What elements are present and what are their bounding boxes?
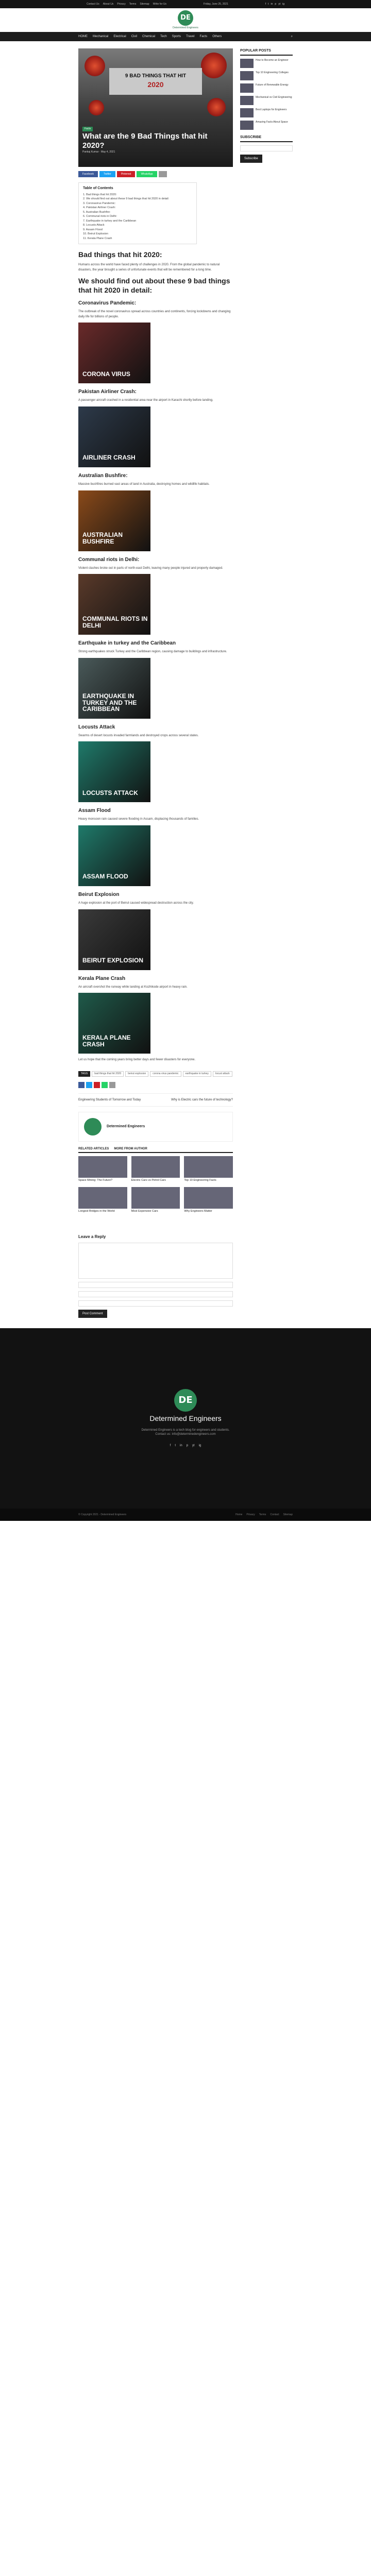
popular-title[interactable]: Best Laptops for Engineers: [256, 108, 287, 111]
top-social: [265, 3, 284, 6]
heading-main: Bad things that hit 2020:: [78, 250, 162, 259]
share-buttons: [78, 171, 233, 177]
social-icon[interactable]: yt: [192, 1444, 195, 1448]
social-icon[interactable]: t: [175, 1444, 176, 1448]
toc-item[interactable]: 9. Assam Flood: [83, 228, 103, 231]
social-icon[interactable]: in: [271, 2, 273, 6]
intro-text: Humans across the world have faced plenty of challenges in 2020. From the global pandemic to natural disasters, the year brought a series of unfortunate events that will be remembered for a long time.: [78, 263, 220, 272]
section-image: [78, 825, 150, 886]
section-image-label: BEIRUT EXPLOSION: [82, 956, 144, 964]
section-image: [78, 741, 150, 802]
footer: [0, 1328, 371, 1509]
toc-list: [83, 193, 192, 241]
popular-item[interactable]: [240, 96, 293, 105]
table-of-contents: [78, 182, 197, 244]
outro-text: Let us hope that the coming years bring better days and fewer disasters for everyone.: [78, 1058, 196, 1062]
share-icon[interactable]: [86, 1082, 92, 1088]
section-text: An aircraft overshot the runway while landing at Kozhikode airport in heavy rain.: [78, 985, 188, 989]
section-heading: Kerala Plane Crash: [78, 975, 126, 981]
hero-top-text: 9 BAD THINGS THAT HIT: [125, 73, 187, 79]
toc-item[interactable]: 1. Bad things that hit 2020:: [83, 193, 117, 196]
section-text: Strong earthquakes struck Turkey and the Caribbean region, causing damage to buildings and infrastructure.: [78, 650, 227, 654]
related-title[interactable]: Most Expensive Cars: [131, 1209, 158, 1213]
search-icon[interactable]: ⌕: [291, 35, 293, 38]
footer-brand: Determined Engineers: [149, 1414, 222, 1422]
share-button[interactable]: Facebook: [78, 171, 98, 177]
section-heading: Earthquake in turkey and the Caribbean: [78, 640, 176, 647]
popular-title[interactable]: Mechanical vs Civil Engineering: [256, 95, 292, 99]
nav-item[interactable]: Travel: [186, 35, 195, 38]
related-title[interactable]: Space Mining: The Future?: [78, 1179, 113, 1182]
toc-item[interactable]: 3. Coronavirus Pandemic:: [83, 201, 116, 205]
section-image: [78, 909, 150, 970]
social-icon[interactable]: ig: [198, 1444, 201, 1448]
nav-item[interactable]: Civil: [131, 35, 138, 38]
section-image: [78, 323, 150, 383]
related-item[interactable]: [78, 1156, 127, 1182]
related-thumb: [131, 1187, 180, 1209]
toc-item[interactable]: 7. Earthquake in turkey and the Caribbean: [83, 219, 137, 223]
social-icon[interactable]: f: [170, 1444, 171, 1448]
avatar: [84, 1118, 102, 1136]
comment-field[interactable]: [78, 1243, 233, 1279]
related-title[interactable]: Longest Bridges in the World: [78, 1209, 115, 1213]
popular-thumb: [240, 83, 254, 93]
bottom-links: [235, 1513, 293, 1517]
section-heading: Beirut Explosion: [78, 891, 120, 897]
section-image: [78, 993, 150, 1054]
popular-thumb: [240, 59, 254, 68]
bottom-link[interactable]: Sitemap: [283, 1513, 293, 1516]
toc-item[interactable]: 6. Communal riots in Delhi:: [83, 215, 117, 218]
popular-title[interactable]: Amazing Facts About Space: [256, 120, 288, 124]
hero-image: [78, 48, 233, 167]
share-icon[interactable]: [109, 1082, 115, 1088]
related-tab[interactable]: MORE FROM AUTHOR: [114, 1147, 147, 1151]
popular-title[interactable]: How to Become an Engineer: [256, 58, 289, 62]
main-nav: [0, 32, 371, 41]
popular-thumb: [240, 96, 254, 105]
post-meta: Pankaj Kumar · May 4, 2021: [82, 150, 115, 154]
popular-thumb: [240, 108, 254, 117]
top-date: Friday, June 25, 2021: [203, 2, 228, 6]
section-image-label: AIRLINER CRASH: [82, 454, 136, 462]
tag-link[interactable]: bad things that hit 2020: [92, 1071, 124, 1077]
copyright: © Copyright 2021 - Determined Engineers: [78, 1513, 127, 1516]
bottom-link[interactable]: Home: [235, 1513, 243, 1516]
post-navigation: [78, 1093, 233, 1107]
footer-about: Determined Engineers is a tech blog for engineers and students.: [141, 1428, 230, 1432]
toc-item[interactable]: 4. Pakistan Airliner Crash:: [83, 206, 116, 210]
section-image: [78, 658, 150, 719]
social-icon[interactable]: p: [275, 2, 277, 6]
share-button[interactable]: [159, 171, 167, 177]
top-links: [87, 3, 166, 6]
related-title[interactable]: Electric Cars vs Petrol Cars: [131, 1179, 166, 1182]
prev-post-link[interactable]: Engineering Students of Tomorrow and Today: [78, 1098, 141, 1101]
social-icon[interactable]: in: [179, 1444, 182, 1448]
toc-item[interactable]: 2. We should find out about these 9 bad things that hit 2020 in detail:: [83, 197, 170, 201]
popular-item[interactable]: [240, 59, 293, 68]
bottom-bar: [0, 1509, 371, 1521]
share-icon[interactable]: [78, 1082, 85, 1088]
bottom-link[interactable]: Privacy: [246, 1513, 255, 1516]
section-text: Violent clashes broke out in parts of north-east Delhi, leaving many people injured and property damaged.: [78, 566, 223, 570]
popular-item[interactable]: [240, 83, 293, 93]
share-icon[interactable]: [94, 1082, 100, 1088]
tag-link[interactable]: corona virus pandemic: [150, 1071, 181, 1077]
section-image-label: LOCUSTS ATTACK: [82, 789, 138, 796]
social-icon[interactable]: f: [265, 2, 266, 6]
popular-thumb: [240, 71, 254, 80]
toc-item[interactable]: 5. Australian Bushfire:: [83, 210, 111, 214]
tag-link[interactable]: locust attack: [213, 1071, 232, 1077]
related-title[interactable]: Why Engineers Matter: [184, 1209, 212, 1213]
section-text: A passenger aircraft crashed in a residential area near the airport in Karachi shortly before landing.: [78, 399, 213, 402]
sections: [78, 300, 233, 1054]
related-thumb: [78, 1187, 127, 1209]
top-link[interactable]: Sitemap: [140, 2, 149, 6]
section-image-label: KERALA PLANE CRASH: [82, 1033, 131, 1048]
popular-item[interactable]: [240, 108, 293, 117]
author-name[interactable]: Determined Engineers: [107, 1125, 145, 1129]
related-item[interactable]: [131, 1187, 180, 1213]
top-link[interactable]: Privacy: [117, 2, 126, 6]
popular-title[interactable]: Future of Renewable Energy: [256, 83, 289, 87]
page-title: What are the 9 Bad Things that hit 2020?: [82, 132, 208, 150]
top-link[interactable]: Write for Us: [153, 2, 166, 6]
tag-list: [78, 1071, 233, 1077]
website-field[interactable]: [78, 1300, 233, 1307]
top-link[interactable]: About Us: [103, 2, 114, 6]
social-icon[interactable]: p: [186, 1444, 188, 1448]
reply-title: Leave a Reply: [78, 1234, 106, 1239]
related-grid: [78, 1156, 233, 1213]
tags-heading: TAGS: [78, 1071, 90, 1077]
name-field[interactable]: [78, 1282, 233, 1288]
section-image-label: COMMUNAL RIOTS IN DELHI: [82, 615, 148, 629]
popular-list: [240, 59, 293, 130]
header: [0, 8, 371, 32]
share-button[interactable]: WhatsApp: [137, 171, 157, 177]
nav-item[interactable]: Mechanical: [93, 35, 109, 38]
tag-link[interactable]: beirut explosion: [125, 1071, 148, 1077]
next-post-link[interactable]: Why is Electric cars the future of technology?: [171, 1098, 233, 1101]
section-heading: Australian Bushfire:: [78, 472, 128, 479]
section-image: [78, 406, 150, 467]
author-box: [78, 1112, 233, 1142]
section-image-label: CORONA VIRUS: [82, 370, 130, 378]
related-thumb: [184, 1187, 233, 1209]
tag-link[interactable]: earthquake in turkey: [183, 1071, 211, 1077]
related-tabs: [78, 1147, 233, 1153]
section-text: Heavy monsoon rain caused severe flooding in Assam, displacing thousands of families.: [78, 818, 199, 821]
nav-item[interactable]: HOME: [78, 35, 88, 38]
related-item[interactable]: [131, 1156, 180, 1182]
footer-logo-icon[interactable]: DE: [174, 1389, 197, 1412]
hero-year: 2020: [147, 80, 164, 89]
section-image-label: EARTHQUAKE IN TURKEY AND THE CARIBBEAN: [82, 692, 137, 713]
toc-item[interactable]: 10. Beirut Explosion: [83, 232, 108, 236]
content-wrap: [78, 41, 293, 1318]
nav-item[interactable]: Chemical: [142, 35, 156, 38]
nav-item[interactable]: Electrical: [113, 35, 126, 38]
share-button[interactable]: Pinterest: [117, 171, 136, 177]
sidebar: [240, 48, 293, 1318]
category-badge[interactable]: Facts: [82, 127, 93, 131]
share-button[interactable]: Twitter: [99, 171, 115, 177]
nav-item[interactable]: Facts: [199, 35, 208, 38]
nav-item[interactable]: Tech: [160, 35, 167, 38]
section-text: Massive bushfires burned vast areas of land in Australia, destroying homes and wildlife habitats.: [78, 482, 210, 486]
subscribe-button[interactable]: Subscribe: [240, 155, 262, 163]
article: [78, 48, 233, 1318]
top-link[interactable]: Contact Us: [87, 2, 99, 6]
top-bar: [0, 0, 371, 8]
related-thumb: [78, 1156, 127, 1178]
section-heading: Communal riots in Delhi:: [78, 556, 140, 563]
popular-title[interactable]: Top 10 Engineering Colleges: [256, 71, 289, 74]
subscribe-title: SUBSCRIBE: [240, 135, 293, 142]
top-link[interactable]: Terms: [129, 2, 137, 6]
subscribe-input[interactable]: [240, 145, 293, 151]
logo-icon[interactable]: DE: [178, 10, 193, 26]
email-field[interactable]: [78, 1291, 233, 1297]
related-tab[interactable]: RELATED ARTICLES: [78, 1147, 109, 1151]
popular-item[interactable]: [240, 121, 293, 130]
social-icon[interactable]: yt: [278, 2, 281, 6]
brand-name: Determined Engineers: [173, 26, 198, 29]
related-thumb: [131, 1156, 180, 1178]
popular-thumb: [240, 121, 254, 130]
bottom-link[interactable]: Contact: [270, 1513, 279, 1516]
comment-form: [78, 1234, 233, 1318]
section-text: Swarms of desert locusts invaded farmlands and destroyed crops across several states.: [78, 734, 199, 737]
share-icons: [78, 1082, 233, 1088]
section-image: [78, 574, 150, 635]
section-image-label: AUSTRALIAN BUSHFIRE: [82, 531, 123, 545]
toc-item[interactable]: 8. Locusts Attack: [83, 224, 105, 227]
share-icon[interactable]: [102, 1082, 108, 1088]
social-icon[interactable]: t: [268, 2, 269, 6]
popular-item[interactable]: [240, 71, 293, 80]
popular-title: POPULAR POSTS: [240, 48, 293, 56]
nav-items: [78, 35, 222, 39]
footer-social: [170, 1444, 201, 1448]
section-heading: Pakistan Airliner Crash:: [78, 389, 137, 395]
related-item[interactable]: [184, 1156, 233, 1182]
toc-title: Table of Contents: [83, 187, 113, 190]
section-text: A huge explosion at the port of Beirut caused widespread destruction across the city.: [78, 901, 194, 905]
section-heading: Assam Flood: [78, 808, 111, 814]
bottom-link[interactable]: Terms: [259, 1513, 266, 1516]
nav-item[interactable]: Others: [212, 35, 222, 38]
section-image: [78, 490, 150, 551]
related-item[interactable]: [184, 1187, 233, 1213]
submit-button[interactable]: Post Comment: [78, 1310, 107, 1318]
section-text: The outbreak of the novel coronavirus spread across countries and continents, forcing lockdowns and changing daily life for billions of people.: [78, 310, 231, 318]
section-heading: Coronavirus Pandemic:: [78, 300, 137, 307]
related-thumb: [184, 1156, 233, 1178]
section-image-label: ASSAM FLOOD: [82, 873, 128, 880]
related-item[interactable]: [78, 1187, 127, 1213]
section-heading: Locusts Attack: [78, 724, 115, 730]
social-icon[interactable]: ig: [282, 2, 284, 6]
footer-contact: Contact us: info@determinedengineers.com: [155, 1432, 216, 1436]
nav-item[interactable]: Sports: [172, 35, 181, 38]
toc-item[interactable]: 11. Kerala Plane Crash: [83, 236, 112, 240]
related-title[interactable]: Top 10 Engineering Facts: [184, 1179, 216, 1182]
hero-banner: [109, 68, 202, 95]
heading-detail: We should find out about these 9 bad things that hit 2020 in detail:: [78, 277, 230, 294]
